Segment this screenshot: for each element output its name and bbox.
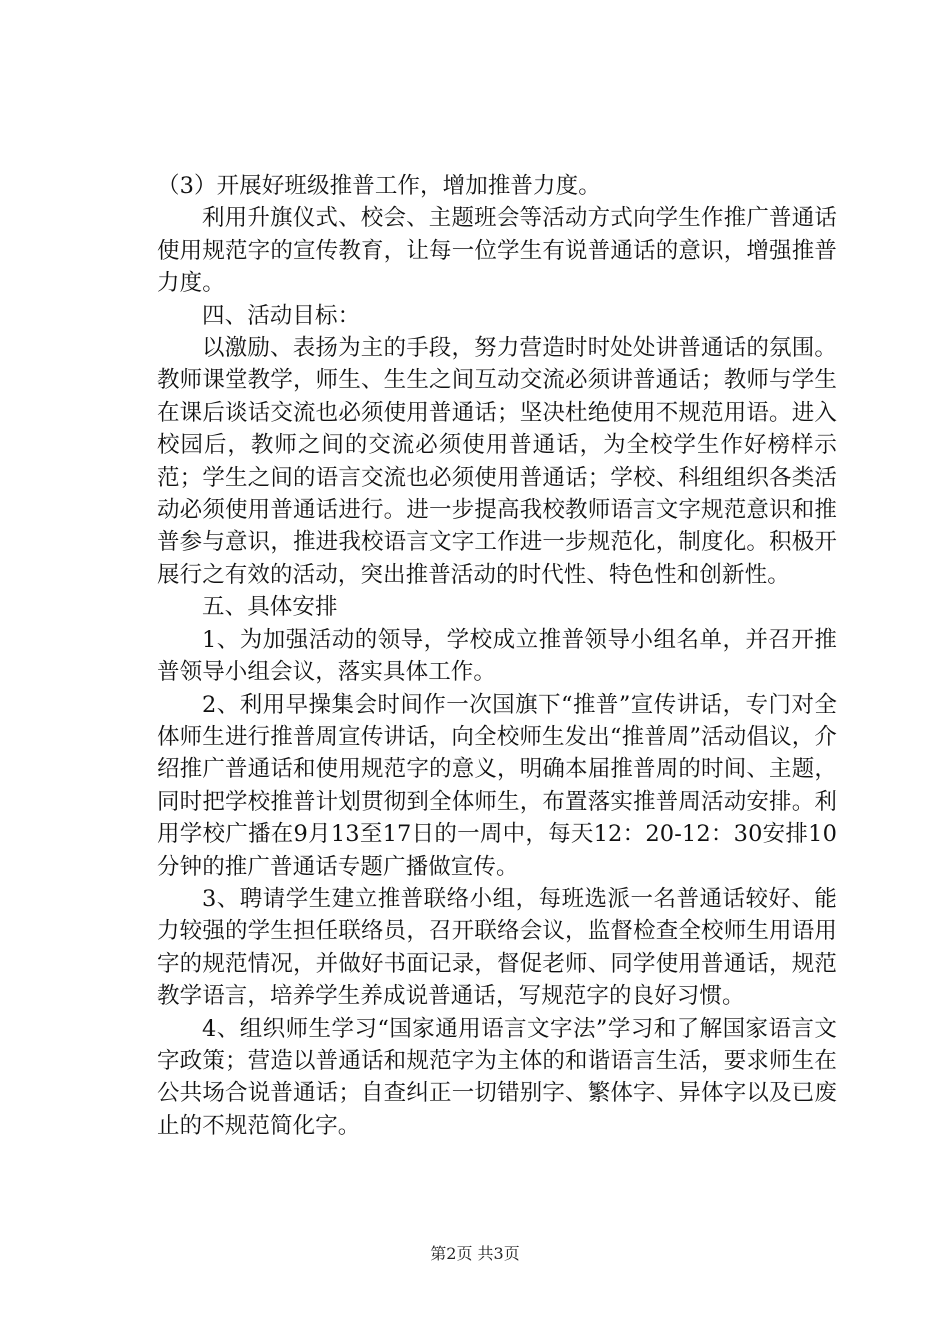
paragraph-arrangement-3: 3、聘请学生建立推普联络小组，每班选派一名普通话较好、能力较强的学生担任联络员，召开联络会议，监督检查全校师生用语用字的规范情况，并做好书面记录，督促老师、同学使用普通话，规范教学语言，培养学生养成说普通话，写规范字的良好习惯。 — [157, 885, 837, 1010]
page-indicator: 第2页 共3页 — [430, 1244, 520, 1263]
paragraph-goals: 以激励、表扬为主的手段，努力营造时时处处讲普通话的氛围。教师课堂教学，师生、生生之间互动交流必须讲普通话；教师与学生在课后谈话交流也必须使用普通话；坚决杜绝使用不规范用语。进入校园后，教师之间的交流必须使用普通话，为全校学生作好榜样示范；学生之间的语言交流也必须使用普通话；学校、科组组织各类活动必须使用普通话进行。进一步提高我校教师语言文字规范意识和推普参与意识，推进我校语言文字工作进一步规范化，制度化。积极开展行之有效的活动，突出推普活动的时代性、特色性和创新性。 — [157, 335, 837, 588]
page-footer — [0, 1244, 950, 1264]
document-body — [157, 170, 837, 1142]
paragraph-arrangement-1: 1、为加强活动的领导，学校成立推普领导小组名单，并召开推普领导小组会议，落实具体工作。 — [157, 626, 837, 686]
section-heading-goals: 四、活动目标： — [202, 302, 361, 329]
paragraph-promotion-methods: 利用升旗仪式、校会、主题班会等活动方式向学生作推广普通话使用规范字的宣传教育，让每一位学生有说普通话的意识，增强推普力度。 — [157, 205, 837, 297]
paragraph-item-3: （3）开展好班级推普工作，增加推普力度。 — [157, 173, 601, 199]
section-heading-arrangements: 五、具体安排 — [202, 594, 338, 621]
paragraph-arrangement-4: 4、组织师生学习“国家通用语言文字法”学习和了解国家语言文字政策；营造以普通话和规范字为主体的和谐语言生活，要求师生在公共场合说普通话；自查纠正一切错别字、繁体字、异体字以及已废止的不规范简化字。 — [157, 1015, 837, 1139]
paragraph-arrangement-2: 2、利用早操集会时间作一次国旗下“推普”宣传讲话，专门对全体师生进行推普周宣传讲话，向全校师生发出“推普周”活动倡议，介绍推广普通话和使用规范字的意义，明确本届推普周的时间、主题，同时把学校推普计划贯彻到全体师生，布置落实推普周活动安排。利用学校广播在9月13至17日的一周中，每天12：20-12：30安排10分钟的推广普通话专题广播做宣传。 — [157, 691, 837, 880]
